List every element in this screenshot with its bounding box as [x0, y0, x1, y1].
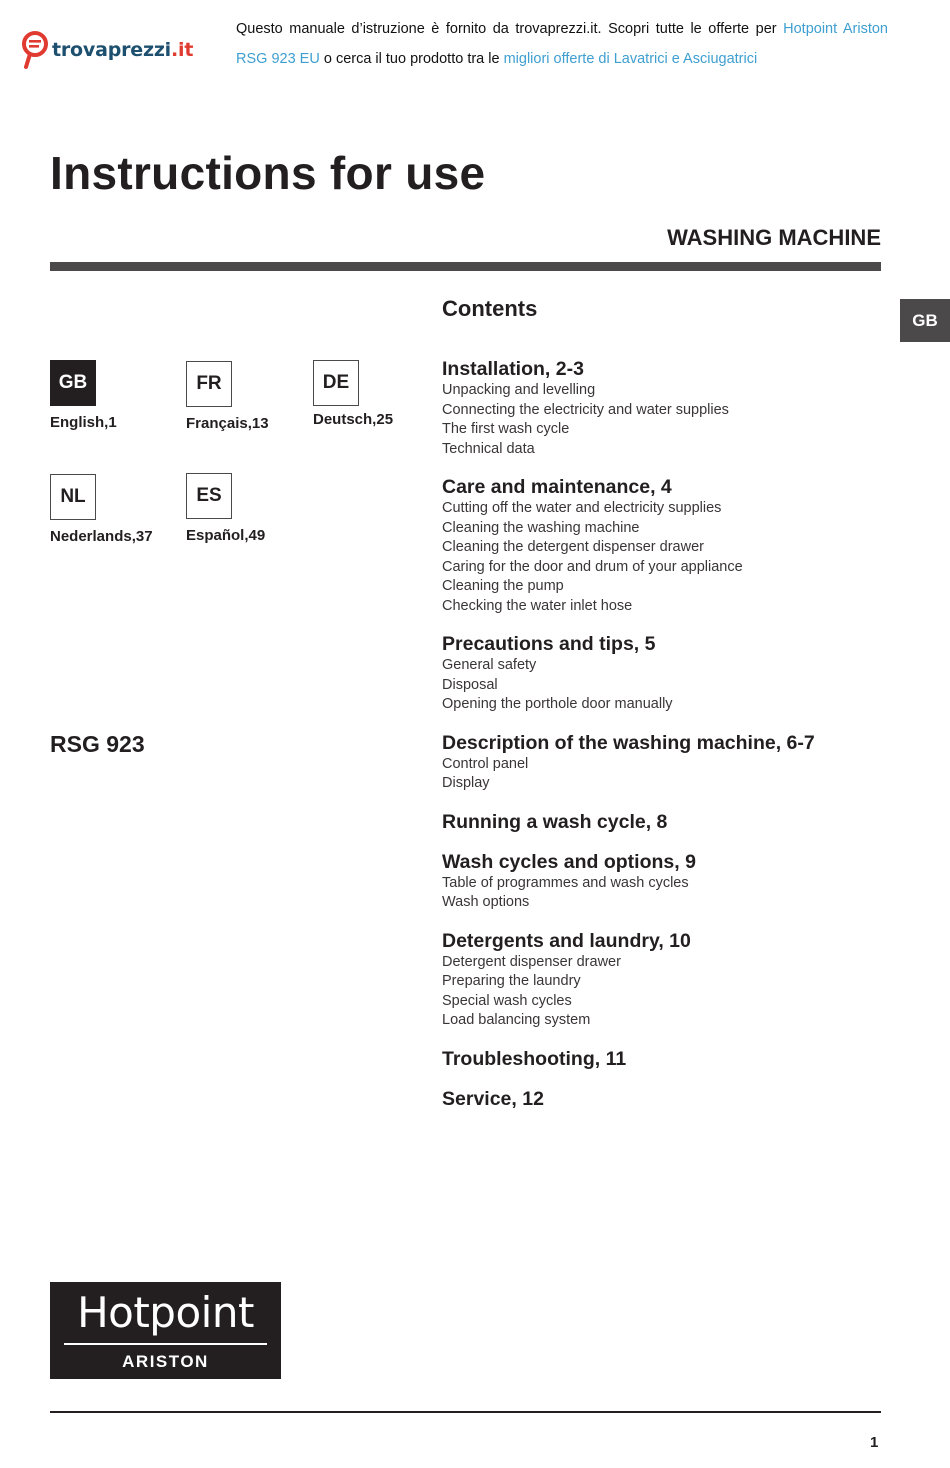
language-nl[interactable]	[50, 474, 153, 545]
brand-offers-link[interactable]: Hotpoint Ariston	[783, 21, 889, 37]
toc-section-detergents	[442, 929, 882, 1031]
toc-section-service	[442, 1087, 882, 1111]
language-label: Español,49	[186, 527, 266, 544]
toc-item[interactable]: Disposal	[442, 676, 498, 693]
toc-item[interactable]: Special wash cycles	[442, 992, 572, 1009]
language-code-badge: DE	[313, 360, 359, 406]
trovaprezzi-logo[interactable]	[20, 30, 193, 70]
toc-section-care	[442, 475, 882, 616]
toc-heading[interactable]: Running a wash cycle, 8	[442, 810, 668, 833]
toc-heading[interactable]: Description of the washing machine, 6-7	[442, 731, 815, 754]
toc-section-installation	[442, 357, 882, 459]
toc-item[interactable]: Display	[442, 775, 490, 791]
language-label: English,1	[50, 414, 117, 431]
toc-section-wash-cycles	[442, 850, 882, 913]
hotpoint-ariston-logo	[50, 1282, 281, 1379]
toc-heading[interactable]: Care and maintenance, 4	[442, 476, 672, 498]
toc-item[interactable]: Detergent dispenser drawer	[442, 953, 621, 970]
footer-divider	[50, 1411, 881, 1413]
toc-item[interactable]: Control panel	[442, 755, 529, 772]
brand-subname: ARISTON	[122, 1352, 209, 1371]
toc-section-running	[442, 810, 882, 834]
trovaprezzi-wordmark: trovaprezzi.it	[52, 39, 194, 61]
toc-item[interactable]: Cleaning the pump	[442, 578, 564, 594]
toc-item[interactable]: Connecting the electricity and water supplies	[442, 401, 729, 418]
page-title: Instructions for use	[50, 147, 486, 199]
toc-section-description	[442, 731, 882, 794]
toc-item[interactable]: Checking the water inlet hose	[442, 597, 633, 614]
model-link[interactable]: RSG 923 EU	[236, 50, 320, 67]
language-label: Français,13	[186, 415, 269, 432]
toc-item[interactable]: Cleaning the washing machine	[442, 519, 640, 536]
language-label: Nederlands,37	[50, 528, 153, 545]
banner-text-2: o cerca il tuo prodotto tra le	[319, 50, 504, 67]
contents-heading: Contents	[442, 296, 538, 321]
language-gb[interactable]	[50, 360, 117, 431]
logo-divider	[64, 1343, 267, 1345]
language-fr[interactable]	[186, 361, 269, 432]
banner-text-1: Questo manuale d’istruzione è fornito da trovaprezzi.it. Scopri tutte le offerte per	[236, 21, 784, 37]
toc-item[interactable]: Unpacking and levelling	[442, 382, 596, 398]
brand-name: Hotpoint	[77, 1288, 254, 1337]
toc-item[interactable]: Opening the porthole door manually	[442, 696, 673, 712]
toc-heading[interactable]: Wash cycles and options, 9	[442, 850, 696, 873]
page-number: 1	[870, 1434, 879, 1451]
toc-section-troubleshooting	[442, 1047, 882, 1071]
toc-item[interactable]: Preparing the laundry	[442, 973, 581, 989]
language-de[interactable]	[313, 360, 393, 428]
toc-item[interactable]: Wash options	[442, 894, 530, 910]
language-side-tab: GB	[900, 299, 950, 342]
language-code-badge: FR	[186, 361, 232, 407]
toc-item[interactable]: Load balancing system	[442, 1012, 591, 1028]
table-of-contents	[442, 357, 882, 1127]
language-code-badge: ES	[186, 473, 232, 519]
product-type: WASHING MACHINE	[667, 225, 881, 250]
language-es[interactable]	[186, 473, 265, 544]
toc-item[interactable]: Table of programmes and wash cycles	[442, 874, 689, 891]
toc-heading[interactable]: Detergents and laundry, 10	[442, 929, 691, 952]
toc-item[interactable]: The first wash cycle	[442, 421, 570, 437]
toc-item[interactable]: General safety	[442, 657, 537, 673]
toc-item[interactable]: Technical data	[442, 440, 535, 457]
language-label: Deutsch,25	[313, 411, 394, 428]
toc-item[interactable]: Caring for the door and drum of your appliance	[442, 558, 743, 575]
toc-heading[interactable]: Troubleshooting, 11	[442, 1047, 627, 1070]
magnifier-euro-icon	[20, 30, 50, 70]
language-code-badge: GB	[50, 360, 96, 406]
header-divider	[50, 262, 881, 271]
toc-section-precautions	[442, 632, 882, 715]
toc-heading[interactable]: Service, 12	[442, 1087, 544, 1110]
promo-banner	[236, 15, 888, 74]
category-offers-link[interactable]: migliori offerte di Lavatrici e Asciugatrici	[503, 50, 758, 67]
model-number: RSG 923	[50, 731, 145, 757]
toc-item[interactable]: Cutting off the water and electricity supplies	[442, 500, 722, 516]
toc-item[interactable]: Cleaning the detergent dispenser drawer	[442, 539, 704, 555]
toc-heading[interactable]: Precautions and tips, 5	[442, 633, 656, 655]
language-code-badge: NL	[50, 474, 96, 520]
toc-heading[interactable]: Installation, 2-3	[442, 358, 584, 380]
